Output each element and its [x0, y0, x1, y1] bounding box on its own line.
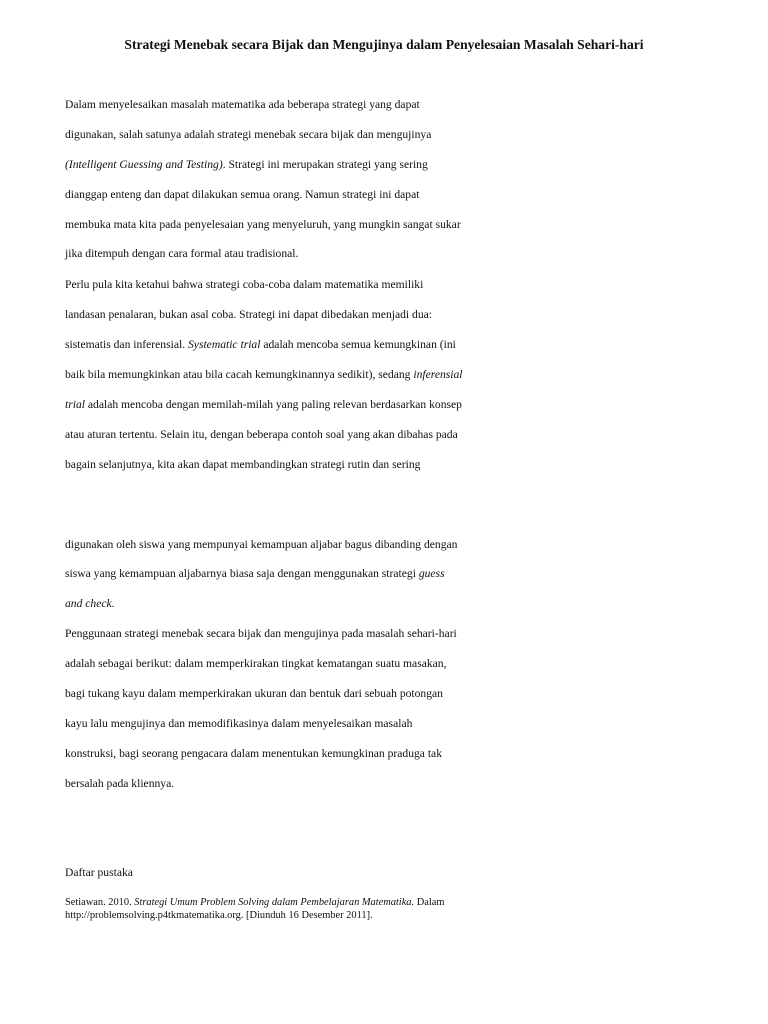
paragraph2-line4 [65, 367, 463, 383]
reference-entry-line2: http://problemsolving.p4tkmatematika.org. [Diunduh 16 Desember 2011]. [65, 910, 373, 921]
paragraph3-line1: Penggunaan strategi menebak secara bijak dan mengujinya pada masalah sehari-hari [65, 627, 457, 640]
paragraph1-line4: dianggap enteng dan dapat dilakukan semua orang. Namun strategi ini dapat [65, 188, 420, 201]
paragraph2-line8: digunakan oleh siswa yang mempunyai kemampuan aljabar bagus dibanding dengan [65, 538, 458, 551]
text-run: . Strategi ini merupakan strategi yang sering [222, 158, 428, 171]
text-run: adalah mencoba dengan memilah-milah yang paling relevan berdasarkan konsep [84, 398, 462, 411]
paragraph2-line7: bagain selanjutnya, kita akan dapat membandingkan strategi rutin dan sering [65, 458, 421, 471]
paragraph1-line1: Dalam menyelesaikan masalah matematika ada beberapa strategi yang dapat [65, 98, 420, 111]
paragraph3-line5: konstruksi, bagi seorang pengacara dalam menentukan kemungkinan praduga tak [65, 747, 442, 760]
reference-title: Strategi Umum Problem Solving dalam Pembelajaran Matematika. [134, 897, 415, 908]
text-run: sistematis dan inferensial. [65, 338, 188, 351]
paragraph2-line2: landasan penalaran, bukan asal coba. Strategi ini dapat dibedakan menjadi dua: [65, 308, 432, 321]
paragraph3-line4: kayu lalu mengujinya dan memodifikasinya dalam menyelesaikan masalah [65, 717, 413, 730]
paragraph3-line2: adalah sebagai berikut: dalam memperkirakan tingkat kematangan suatu masakan, [65, 657, 447, 670]
italic-term: trial [65, 398, 85, 411]
reference-entry-line1 [65, 896, 444, 909]
text-run: baik bila memungkinkan atau bila cacah kemungkinannya sedikit), sedang [65, 368, 414, 381]
paragraph1-line6: jika ditempuh dengan cara formal atau tradisional. [65, 247, 299, 260]
text-run: . [111, 597, 115, 610]
paragraph1-line3 [65, 157, 428, 173]
italic-term: inferensial [413, 368, 463, 381]
text-run: Setiawan. 2010. [65, 897, 135, 908]
italic-term: (Intelligent Guessing and Testing) [65, 158, 223, 171]
paragraph3-line3: bagi tukang kayu dalam memperkirakan ukuran dan bentuk dari sebuah potongan [65, 687, 443, 700]
text-run: siswa yang kemampuan aljabarnya biasa saja dengan menggunakan strategi [65, 567, 419, 580]
paragraph1-line5: membuka mata kita pada penyelesaian yang menyeluruh, yang mungkin sangat sukar [65, 218, 461, 231]
text-run: Dalam [414, 897, 445, 908]
paragraph2-line10 [65, 596, 115, 612]
paragraph2-line9 [65, 566, 445, 582]
paragraph2-line6: atau aturan tertentu. Selain itu, dengan beberapa contoh soal yang akan dibahas pada [65, 428, 458, 441]
italic-term: Systematic trial [188, 338, 261, 351]
paragraph2-line3 [65, 337, 456, 353]
references-heading: Daftar pustaka [65, 866, 133, 879]
italic-term: and check [65, 597, 112, 610]
document-title: Strategi Menebak secara Bijak dan Mengujinya dalam Penyelesaian Masalah Sehari-hari [124, 37, 644, 52]
text-run: adalah mencoba semua kemungkinan (ini [260, 338, 456, 351]
paragraph3-line6: bersalah pada kliennya. [65, 777, 175, 790]
paragraph2-line5 [65, 397, 462, 413]
italic-term: guess [418, 567, 445, 580]
paragraph2-line1: Perlu pula kita ketahui bahwa strategi coba-coba dalam matematika memiliki [65, 278, 424, 291]
paragraph1-line2: digunakan, salah satunya adalah strategi menebak secara bijak dan mengujinya [65, 128, 432, 141]
